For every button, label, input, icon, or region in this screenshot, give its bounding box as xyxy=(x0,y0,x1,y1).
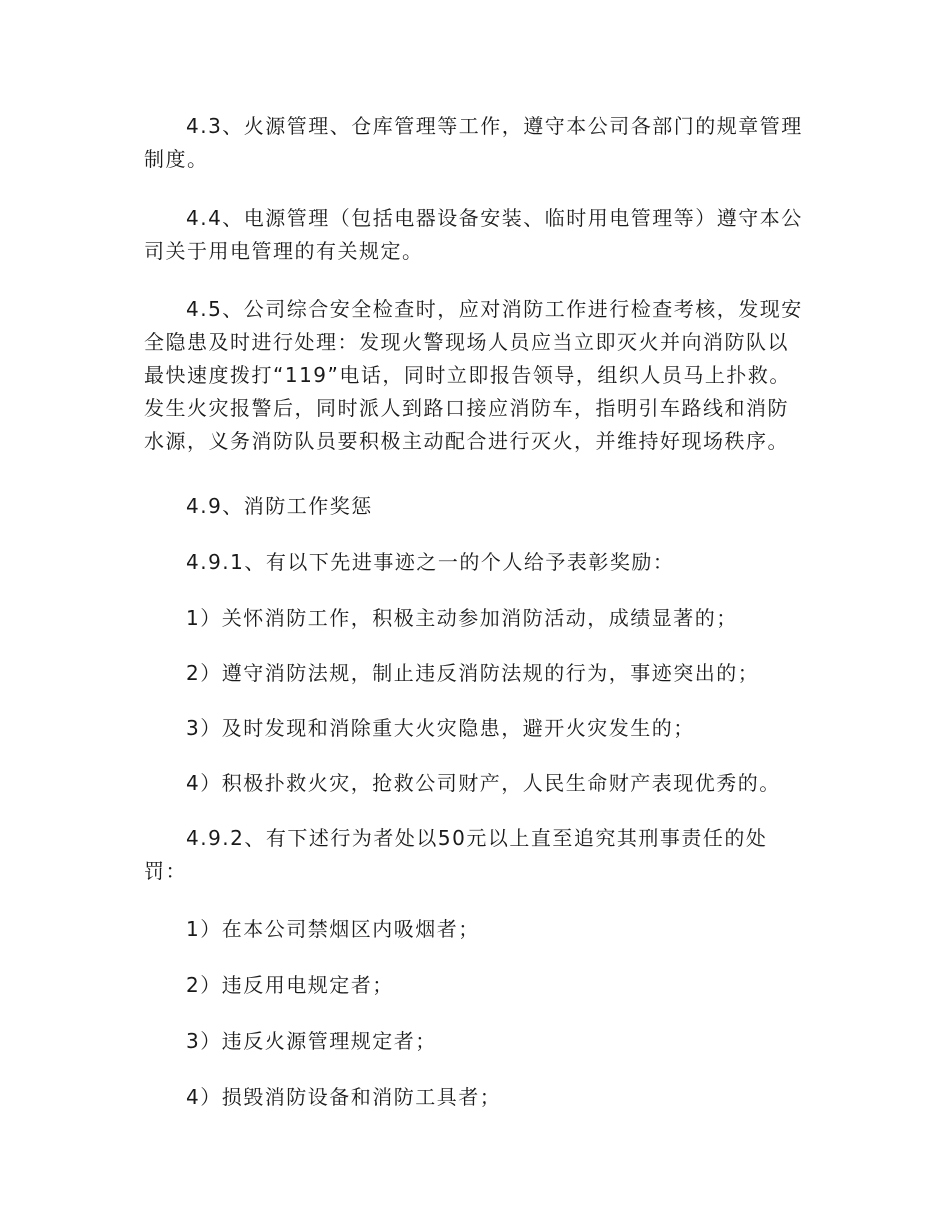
paragraph-4-9: 4.9、消防工作奖惩 xyxy=(186,494,373,518)
list-item-penalty-4: 4）损毁消防设备和消防工具者； xyxy=(186,1085,502,1109)
list-item-reward-3: 3）及时发现和消除重大火灾隐患，避开火灾发生的； xyxy=(186,716,695,740)
paragraph-4-9-1: 4.9.1、有以下先进事迹之一的个人给予表彰奖励： xyxy=(186,550,675,574)
paragraph-4-3: 4.3、火源管理、仓库管理等工作，遵守本公司各部门的规章管理制度。 xyxy=(144,114,803,171)
list-item-reward-1: 1）关怀消防工作，积极主动参加消防活动，成绩显著的； xyxy=(186,606,738,630)
list-item-penalty-2: 2）违反用电规定者； xyxy=(186,973,394,997)
paragraph-4-4: 4.4、电源管理（包括电器设备安装、临时用电管理等）遵守本公司关于用电管理的有关规定。 xyxy=(144,206,803,263)
list-item-reward-4: 4）积极扑救火灾，抢救公司财产，人民生命财产表现优秀的。 xyxy=(186,771,781,795)
list-item-penalty-1: 1）在本公司禁烟区内吸烟者； xyxy=(186,917,480,941)
paragraph-4-9-2: 4.9.2、有下述行为者处以50元以上直至追究其刑事责任的处罚： xyxy=(144,826,768,883)
list-item-penalty-3: 3）违反火源管理规定者； xyxy=(186,1029,437,1053)
list-item-reward-2: 2）遵守消防法规，制止违反消防法规的行为，事迹突出的； xyxy=(186,661,760,685)
paragraph-4-5: 4.5、公司综合安全检查时，应对消防工作进行检查考核，发现安全隐患及时进行处理：发现火警现场人员应当立即灭火并向消防队以最快速度拨打“119”电话，同时立即报告领导，组织人员马上扑救。发生火灾报警后，同时派人到路口接应消防车，指明引车路线和消防水源，义务消防队员要积极主动配合进行灭火，并维持好现场秩序。 xyxy=(144,297,803,453)
